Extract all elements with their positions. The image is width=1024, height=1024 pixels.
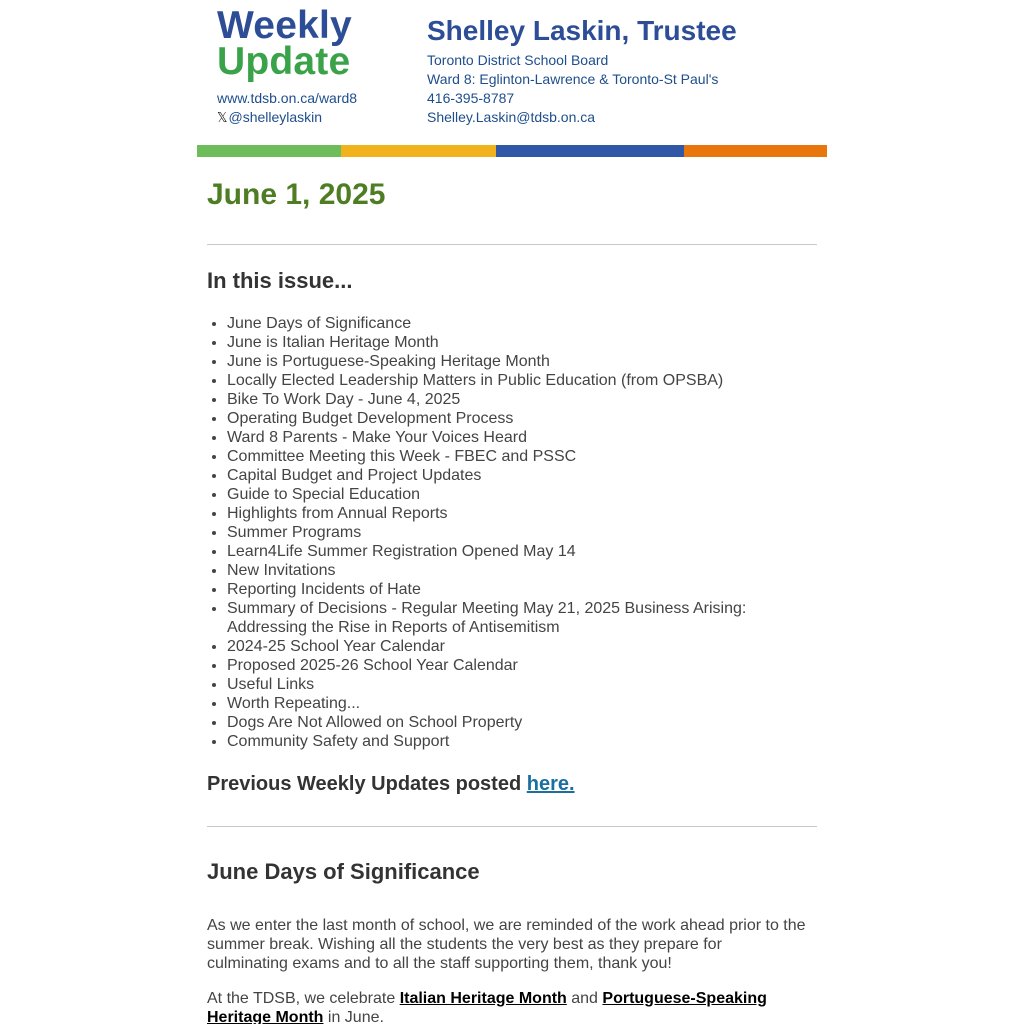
color-bar-orange xyxy=(684,145,827,157)
social-handle: @shelleylaskin xyxy=(228,109,323,125)
toc-item[interactable]: • Locally Elected Leadership Matters in Public Education (from OPSBA) xyxy=(227,371,817,390)
toc-item[interactable]: • Operating Budget Development Process xyxy=(227,409,817,428)
issue-date: June 1, 2025 xyxy=(207,178,386,211)
trustee-block xyxy=(427,14,737,127)
color-bar-green xyxy=(197,145,341,157)
toc-item[interactable]: • 2024-25 School Year Calendar xyxy=(227,637,817,656)
divider xyxy=(207,826,817,827)
toc-item[interactable]: • Reporting Incidents of Hate xyxy=(227,580,817,599)
toc-item[interactable]: • Committee Meeting this Week - FBEC and PSSC xyxy=(227,447,817,466)
toc-item[interactable]: • June is Portuguese-Speaking Heritage Month xyxy=(227,352,817,371)
toc-item[interactable]: • Highlights from Annual Reports xyxy=(227,504,817,523)
portuguese-heritage-link[interactable]: Portuguese-Speaking Heritage Month xyxy=(207,990,767,1024)
ward-name: Ward 8: Eglinton-Lawrence & Toronto-St Paul's xyxy=(427,71,719,87)
newsletter-header xyxy=(197,0,827,145)
paragraph-text: At the TDSB, we celebrate xyxy=(207,990,400,1007)
italian-heritage-link[interactable]: Italian Heritage Month xyxy=(399,990,567,1007)
previous-updates-text: Previous Weekly Updates posted xyxy=(207,773,527,795)
toc-item[interactable]: • Guide to Special Education xyxy=(227,485,817,504)
website-link[interactable]: www.tdsb.on.ca/ward8 xyxy=(217,90,358,106)
toc-item[interactable]: • Summary of Decisions - Regular Meeting May 21, 2025 Business Arising: Addressing the Rise in Reports of Antisemitism xyxy=(227,599,817,637)
brand-title-weekly: Weekly xyxy=(217,4,352,47)
toc-item[interactable]: • New Invitations xyxy=(227,561,817,580)
board-name: Toronto District School Board xyxy=(427,52,609,68)
brand-title-update: Update xyxy=(217,40,351,83)
toc-item[interactable]: • Ward 8 Parents - Make Your Voices Heard xyxy=(227,428,817,447)
previous-updates xyxy=(207,772,817,796)
divider xyxy=(207,244,817,245)
section-title: June Days of Significance xyxy=(207,859,480,884)
paragraph-text: in June. xyxy=(323,1009,384,1024)
paragraph-text: and xyxy=(566,990,603,1007)
toc-item[interactable]: • Capital Budget and Project Updates xyxy=(227,466,817,485)
table-of-contents xyxy=(207,314,817,751)
social-link[interactable] xyxy=(217,108,357,127)
trustee-name: Shelley Laskin, Trustee xyxy=(427,15,737,46)
toc-item[interactable]: • June is Italian Heritage Month xyxy=(227,333,817,352)
section-paragraph: As we enter the last month of school, we are reminded of the work ahead prior to the summer break. Wishing all the students the very best as they prepare for culminating exams and to all the staff supporting them, thank you! xyxy=(207,917,806,972)
toc-item[interactable]: • June Days of Significance xyxy=(227,314,817,333)
toc-item[interactable]: • Community Safety and Support xyxy=(227,732,817,751)
phone-number: 416-395-8787 xyxy=(427,90,515,106)
toc-item[interactable]: • Summer Programs xyxy=(227,523,817,542)
previous-updates-link[interactable]: here. xyxy=(526,773,575,795)
email-link[interactable]: Shelley.Laskin@tdsb.on.ca xyxy=(427,109,596,125)
toc-item[interactable]: • Bike To Work Day - June 4, 2025 xyxy=(227,390,817,409)
main-content xyxy=(197,177,827,1024)
toc-item[interactable]: • Worth Repeating... xyxy=(227,694,817,713)
newsletter xyxy=(197,0,827,1024)
toc-item[interactable]: • Proposed 2025-26 School Year Calendar xyxy=(227,656,817,675)
color-bar xyxy=(197,145,827,157)
x-logo-icon: 𝕏 xyxy=(217,110,228,125)
in-this-issue-heading: In this issue... xyxy=(207,268,353,293)
toc-item[interactable]: • Useful Links xyxy=(227,675,817,694)
brand-block xyxy=(217,4,358,127)
color-bar-blue xyxy=(496,145,684,157)
section-paragraph-heritage xyxy=(207,989,807,1024)
toc-item[interactable]: • Dogs Are Not Allowed on School Property xyxy=(227,713,817,732)
toc-item[interactable]: • Learn4Life Summer Registration Opened May 14 xyxy=(227,542,817,561)
color-bar-yellow xyxy=(341,145,496,157)
